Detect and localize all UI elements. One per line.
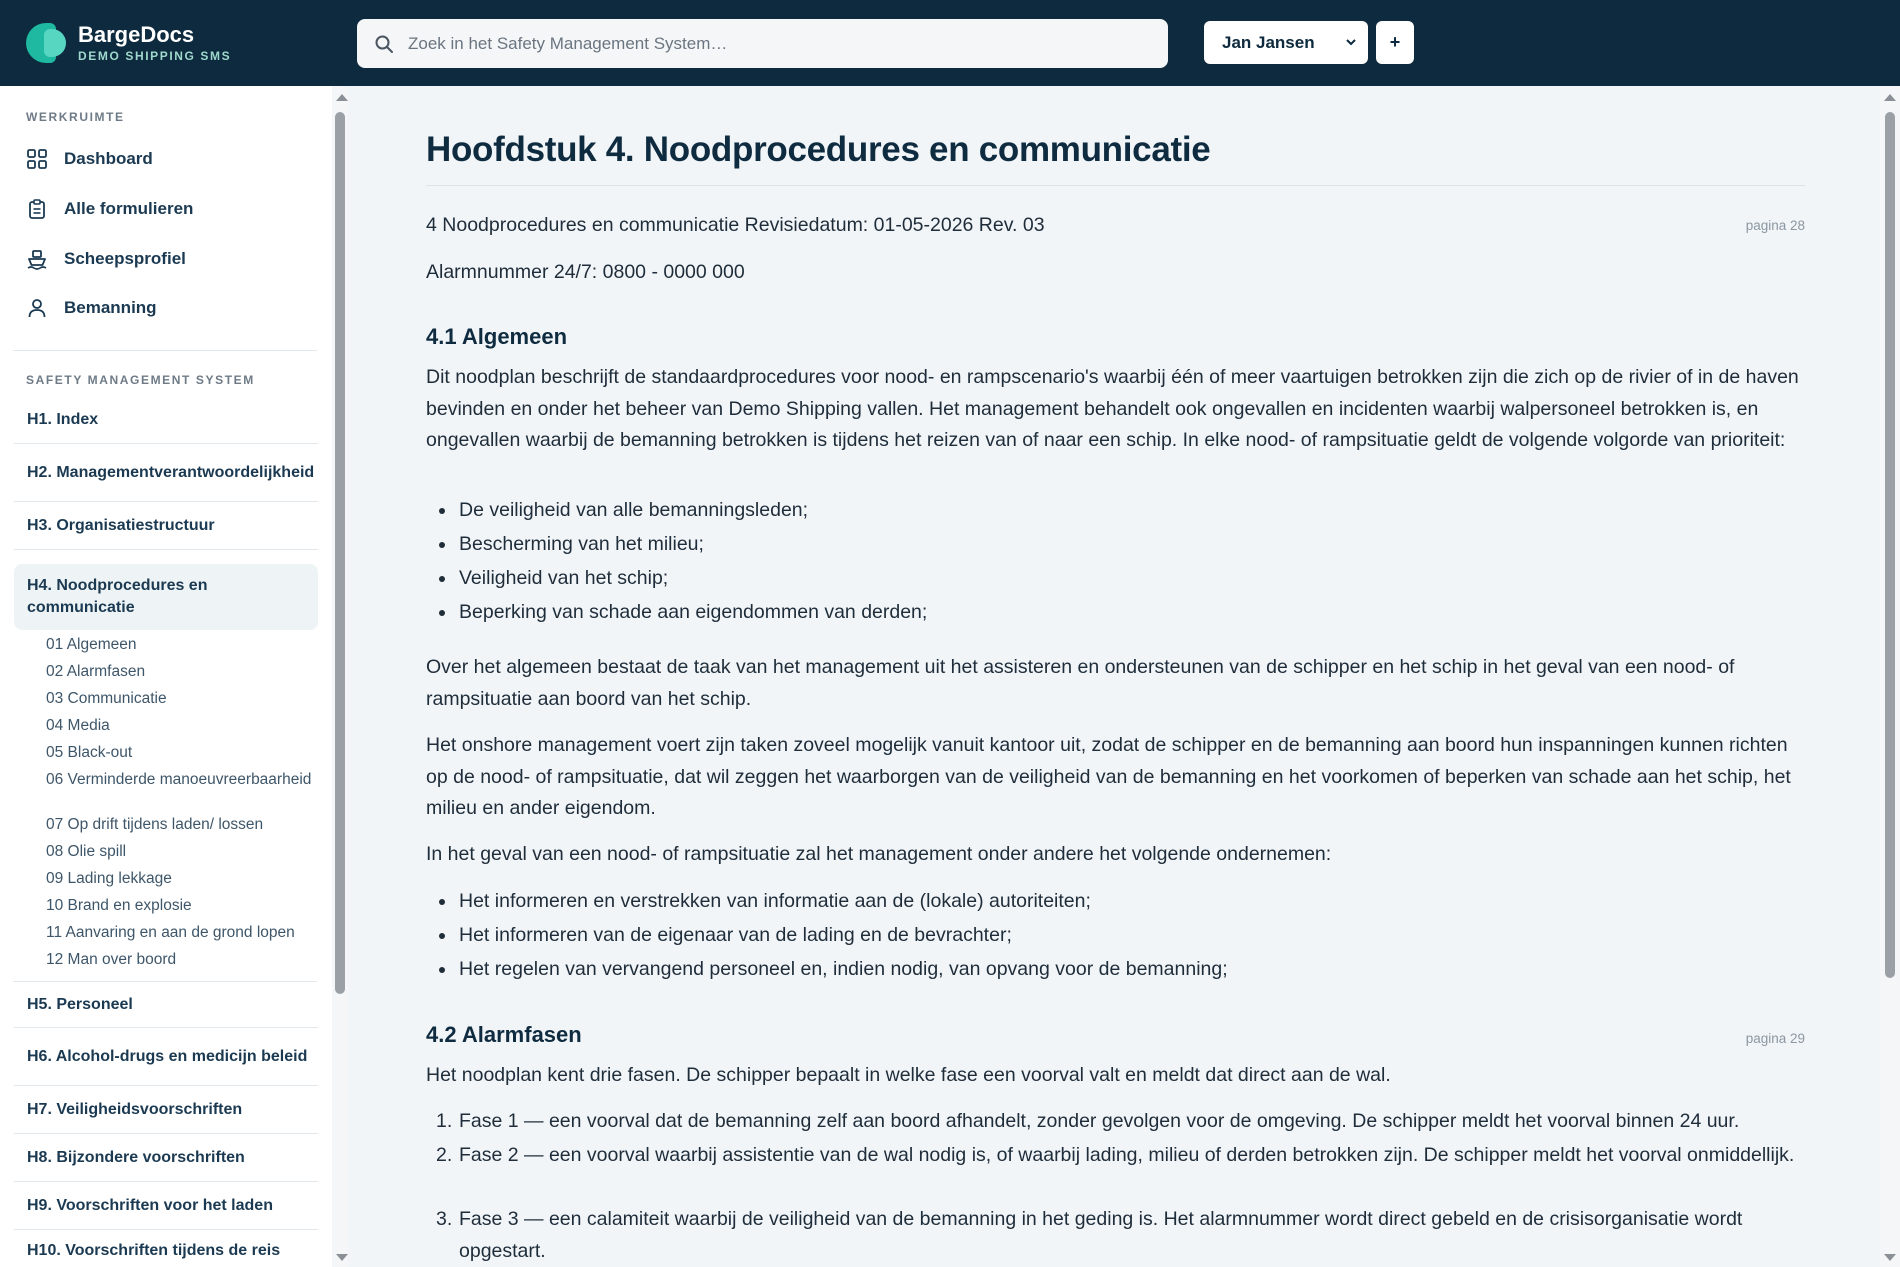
- main-content: [348, 86, 1880, 1267]
- search-input[interactable]: [408, 34, 1108, 54]
- page-number-label: pagina 28: [1745, 218, 1805, 233]
- numbered-item: [426, 1204, 1805, 1267]
- sidebar-subsection[interactable]: 06 Verminderde manoeuvreerbaarheid: [46, 771, 312, 788]
- clipboard-icon: [26, 198, 48, 220]
- sidebar-subsection[interactable]: 08 Olie spill: [46, 843, 127, 860]
- user-select[interactable]: [1204, 21, 1368, 64]
- sidebar-subsection[interactable]: 09 Lading lekkage: [46, 870, 172, 887]
- sidebar-item-forms[interactable]: [14, 186, 316, 232]
- sidebar-item-label: Scheepsprofiel: [64, 249, 186, 268]
- sidebar-chapter-h6[interactable]: H6. Alcohol-drugs en medicijn beleid: [14, 1028, 318, 1086]
- brand-subtitle: DEMO SHIPPING SMS: [78, 49, 232, 63]
- sidebar-item-ship-profile[interactable]: [14, 236, 316, 282]
- sidebar-chapter-h5[interactable]: H5. Personeel: [14, 982, 318, 1028]
- alarm-number: Alarmnummer 24/7: 0800 - 0000 000: [426, 261, 745, 283]
- sidebar-subsection[interactable]: 02 Alarmfasen: [46, 663, 146, 680]
- sidebar-divider: [13, 350, 317, 351]
- section-heading-4-2: 4.2 Alarmfasen: [426, 1022, 582, 1047]
- item-text: Fase 1 — een voorval dat de bemanning zelf aan boord afhandelt, zonder gevolgen voor de omgeving. De schipper meldt het voorval binnen 24 uur.: [459, 1110, 1740, 1132]
- item-text: Fase 2 — een voorval waarbij assistentie van de wal nodig is, of waarbij lading, milieu of derden betrokken zijn. De schipper meldt het voorval onmiddellijk.: [459, 1144, 1795, 1166]
- bullet-item: Bescherming van het milieu;: [459, 529, 1805, 561]
- paragraph: In het geval van een nood- of rampsituatie zal het management onder andere het volgende ondernemen:: [426, 843, 1332, 865]
- sidebar-chapter-h1[interactable]: H1. Index: [14, 396, 318, 444]
- main-scrollbar[interactable]: [1880, 86, 1900, 1267]
- sidebar-subsection[interactable]: 12 Man over boord: [46, 951, 177, 968]
- sidebar: [0, 86, 348, 1267]
- sidebar-subsection[interactable]: 10 Brand en explosie: [46, 897, 192, 914]
- sidebar-subsection[interactable]: 11 Aanvaring en aan de grond lopen: [46, 924, 295, 941]
- item-number: 3.: [436, 1208, 453, 1230]
- person-icon: [26, 297, 48, 319]
- sidebar-subsection[interactable]: 07 Op drift tijdens laden/ lossen: [46, 816, 264, 833]
- sidebar-subsection[interactable]: 04 Media: [46, 717, 110, 734]
- sidebar-item-crew[interactable]: [14, 285, 316, 331]
- numbered-item: [426, 1140, 1805, 1172]
- sidebar-subsection[interactable]: 05 Black-out: [46, 744, 133, 761]
- sidebar-chapter-h8[interactable]: H8. Bijzondere voorschriften: [14, 1134, 318, 1182]
- brand-name: BargeDocs: [78, 22, 195, 47]
- sidebar-item-dashboard[interactable]: [14, 136, 316, 182]
- sidebar-subsection[interactable]: 01 Algemeen: [46, 636, 137, 653]
- page-title: Hoofdstuk 4. Noodprocedures en communicatie: [426, 130, 1211, 169]
- section-heading-4-1: 4.1 Algemeen: [426, 324, 568, 349]
- add-button[interactable]: +: [1376, 21, 1414, 64]
- paragraph: Over het algemeen bestaat de taak van het management uit het assisteren en ondersteunen van de schipper en het schip in het geval van een nood- of rampsituatie aan boord van het schip.: [426, 656, 1735, 710]
- bullet-item: Het informeren en verstrekken van informatie aan de (lokale) autoriteiten;: [459, 886, 1805, 918]
- sidebar-scrollbar-thumb[interactable]: [335, 112, 345, 994]
- scroll-down-arrow[interactable]: [1884, 1254, 1896, 1261]
- brand[interactable]: [26, 23, 356, 63]
- paragraph: Het onshore management voert zijn taken zoveel mogelijk vanuit kantoor uit, zodat de schipper en de bemanning aan boord hun inspanningen kunnen richten op de nood- of rampsituatie, dat wil zeggen het waarborgen van de veiligheid van de bemanning en het voorkomen of beperken van schade aan het schip, het milieu en ander eigendom.: [426, 734, 1791, 819]
- bullet-item: Het informeren van de eigenaar van de lading en de bevrachter;: [459, 920, 1805, 952]
- sidebar-item-label: Alle formulieren: [64, 199, 194, 218]
- item-text: Fase 3 — een calamiteit waarbij de veiligheid van de bemanning in het geding is. Het alarmnummer wordt direct gebeld en de crisisorganisatie wordt opgestart.: [459, 1208, 1743, 1262]
- search-icon: [374, 34, 394, 54]
- grid-icon: [26, 148, 48, 170]
- scroll-up-arrow[interactable]: [336, 94, 348, 101]
- title-divider: [426, 185, 1805, 186]
- bullet-item: Veiligheid van het schip;: [459, 563, 1805, 595]
- sms-section-title: SAFETY MANAGEMENT SYSTEM: [26, 373, 255, 387]
- bullet-item: Beperking van schade aan eigendommen van derden;: [459, 597, 1805, 629]
- main-scrollbar-thumb[interactable]: [1885, 112, 1895, 978]
- revision-line: 4 Noodprocedures en communicatie Revisiedatum: 01-05-2026 Rev. 03: [426, 214, 1045, 236]
- workspace-section-title: WERKRUIMTE: [26, 110, 125, 124]
- sidebar-chapter-h10[interactable]: H10. Voorschriften tijdens de reis: [14, 1230, 318, 1267]
- sidebar-chapter-h2[interactable]: H2. Managementverantwoordelijkheid: [14, 444, 318, 502]
- sidebar-scrollbar[interactable]: [332, 86, 348, 1267]
- bullet-item: De veiligheid van alle bemanningsleden;: [459, 495, 1805, 527]
- sidebar-chapter-h7[interactable]: H7. Veiligheidsvoorschriften: [14, 1086, 318, 1134]
- user-name: Jan Jansen: [1222, 32, 1315, 52]
- ship-icon: [26, 248, 48, 270]
- sidebar-chapter-h9[interactable]: H9. Voorschriften voor het laden: [14, 1182, 318, 1230]
- scroll-down-arrow[interactable]: [336, 1254, 348, 1261]
- top-bar: [0, 0, 1900, 86]
- sidebar-subsection[interactable]: 03 Communicatie: [46, 690, 167, 707]
- sidebar-item-label: Bemanning: [64, 298, 157, 317]
- paragraph: Het noodplan kent drie fasen. De schipper bepaalt in welke fase een voorval valt en meldt dat direct aan de wal.: [426, 1064, 1391, 1086]
- search-box[interactable]: [357, 19, 1168, 68]
- numbered-item: [426, 1106, 1805, 1138]
- sidebar-item-label: Dashboard: [64, 149, 153, 168]
- sidebar-chapter-h3[interactable]: H3. Organisatiestructuur: [14, 502, 318, 550]
- paragraph: Dit noodplan beschrijft de standaardprocedures voor nood- en rampscenario's waarbij één of meer vaartuigen betrokken zijn die zich op de rivier of in de haven bevinden en onder het beheer van Demo Shipping vallen. Het management behandelt ook ongevallen en incidenten waarbij walpersoneel betrokken is, en ongevallen waarbij de bemanning betrokken is tijdens het reizen van of naar een schip. In elke nood- of rampsituatie geldt de volgende volgorde van prioriteit:: [426, 366, 1799, 451]
- page-number-label: pagina 29: [1745, 1031, 1805, 1046]
- item-number: 1.: [436, 1110, 453, 1132]
- chevron-down-icon: [1344, 35, 1358, 49]
- item-number: 2.: [436, 1144, 453, 1166]
- brand-logo: [26, 23, 66, 63]
- sidebar-chapter-h4[interactable]: H4. Noodprocedures en communicatie: [14, 564, 318, 630]
- bullet-item: Het regelen van vervangend personeel en, indien nodig, van opvang voor de bemanning;: [459, 954, 1805, 986]
- scroll-up-arrow[interactable]: [1884, 94, 1896, 101]
